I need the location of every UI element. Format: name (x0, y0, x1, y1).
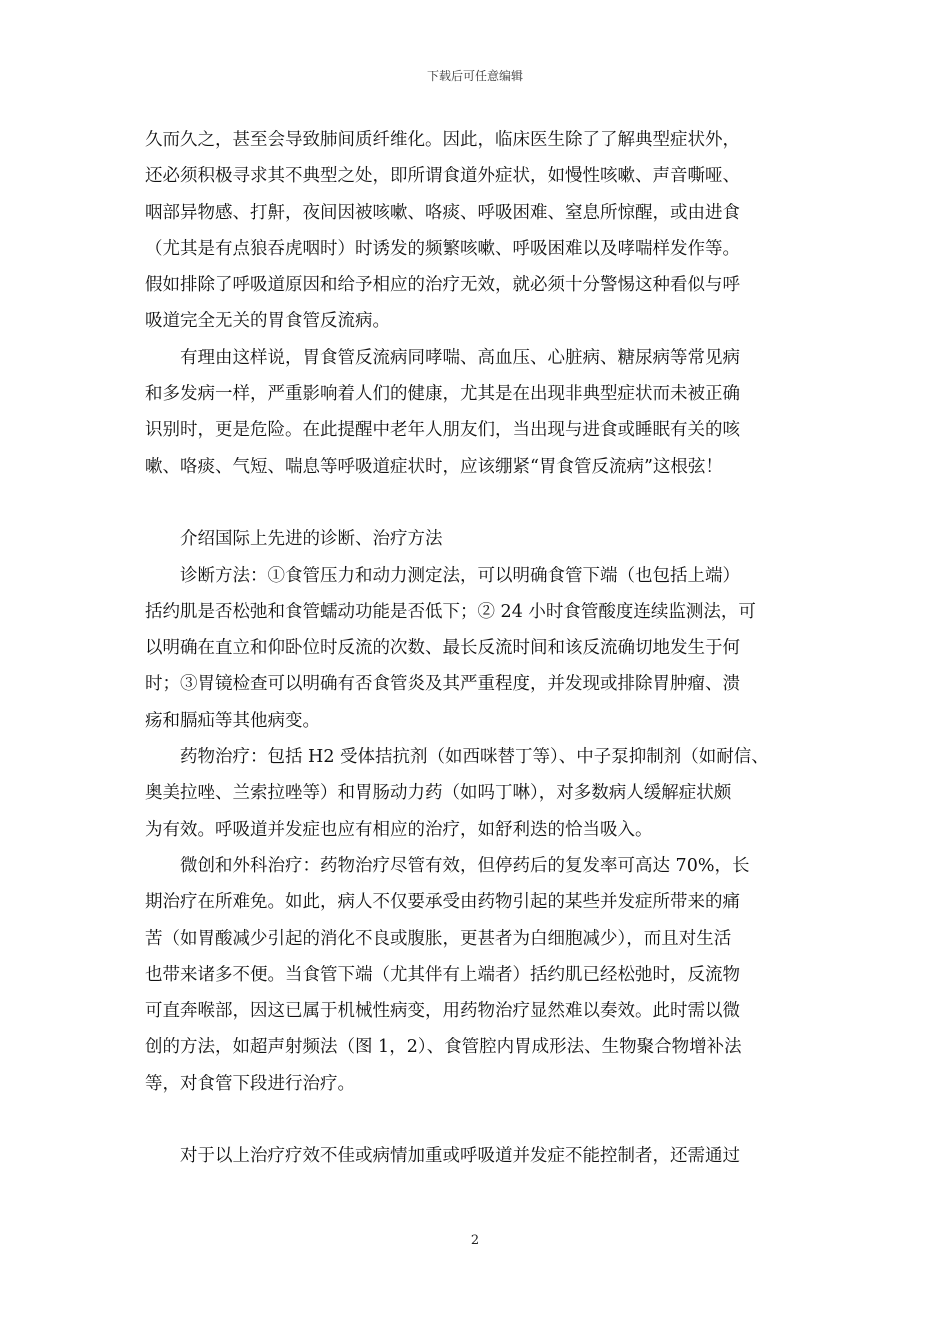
text-line: 嗽、咯痰、气短、喘息等呼吸道症状时，应该绷紧“胃食管反流病”这根弦！ (145, 456, 723, 477)
text-line: 期治疗在所难免。如此，病人不仅要承受由药物引起的某些并发症所带来的痛 (145, 892, 740, 913)
text-line: 识别时，更是危险。在此提醒中老年人朋友们，当出现与进食或睡眠有关的咳 (145, 420, 740, 441)
text-line: 微创和外科治疗：药物治疗尽管有效，但停药后的复发率可高达 70%，长 (145, 855, 750, 876)
text-line: 药物治疗：包括 H2 受体拮抗剂（如西咪替丁等）、中子泵抑制剂（如耐信、 (145, 747, 769, 768)
text-line: 对于以上治疗疗效不佳或病情加重或呼吸道并发症不能控制者，还需通过 (145, 1146, 740, 1167)
text-line: 奥美拉唑、兰索拉唑等）和胃肠动力药（如吗丁啉），对多数病人缓解症状颇 (145, 783, 732, 804)
text-line: 创的方法，如超声射频法（图 1，2）、食管腔内胃成形法、生物聚合物增补法 (145, 1037, 742, 1058)
text-line: （尤其是有点狼吞虎咽时）时诱发的频繁咳嗽、呼吸困难以及哮喘样发作等。 (145, 238, 740, 259)
text-line: 等，对食管下段进行治疗。 (145, 1073, 355, 1094)
text-line: 还必须积极寻求其不典型之处，即所谓食道外症状，如慢性咳嗽、声音嘶哑、 (145, 166, 740, 187)
text-line: 咽部异物感、打鼾，夜间因被咳嗽、咯痰、呼吸困难、窒息所惊醒，或由进食 (145, 202, 740, 223)
document-body (145, 122, 815, 1175)
text-line: 苦（如胃酸减少引起的消化不良或腹胀，更甚者为白细胞减少），而且对生活 (145, 928, 732, 949)
section-heading: 介绍国际上先进的诊断、治疗方法 (145, 529, 443, 550)
text-line: 诊断方法：①食管压力和动力测定法，可以明确食管下端（也包括上端） (145, 565, 740, 586)
text-line: 为有效。呼吸道并发症也应有相应的治疗，如舒利迭的恰当吸入。 (145, 819, 653, 840)
text-line: 久而久之，甚至会导致肺间质纤维化。因此，临床医生除了了解典型症状外， (145, 130, 740, 150)
text-line: 和多发病一样，严重影响着人们的健康，尤其是在出现非典型症状而未被正确 (145, 384, 740, 405)
text-line: 疡和膈疝等其他病变。 (145, 710, 320, 731)
paragraph-gap (145, 1102, 815, 1138)
text-line: 有理由这样说，胃食管反流病同哮喘、高血压、心脏病、糖尿病等常见病 (145, 347, 740, 368)
text-line: 也带来诸多不便。当食管下端（尤其伴有上端者）括约肌已经松弛时，反流物 (145, 964, 740, 985)
text-line: 假如排除了呼吸道原因和给予相应的治疗无效，就必须十分警惕这种看似与呼 (145, 275, 740, 296)
text-line: 可直奔喉部，因这已属于机械性病变，用药物治疗显然难以奏效。此时需以微 (145, 1001, 740, 1022)
page-header: 下载后可任意编辑 (426, 69, 523, 83)
text-line: 以明确在直立和仰卧位时反流的次数、最长反流时间和该反流确切地发生于何 (145, 638, 740, 659)
paragraph-gap (145, 485, 815, 521)
text-line: 括约肌是否松弛和食管蠕动功能是否低下；② 24 小时食管酸度连续监测法，可 (145, 601, 756, 622)
page-number: 2 (470, 1233, 480, 1248)
text-line: 时；③胃镜检查可以明确有否食管炎及其严重程度，并发现或排除胃肿瘤、溃 (145, 674, 740, 695)
text-line: 吸道完全无关的胃食管反流病。 (145, 311, 390, 332)
